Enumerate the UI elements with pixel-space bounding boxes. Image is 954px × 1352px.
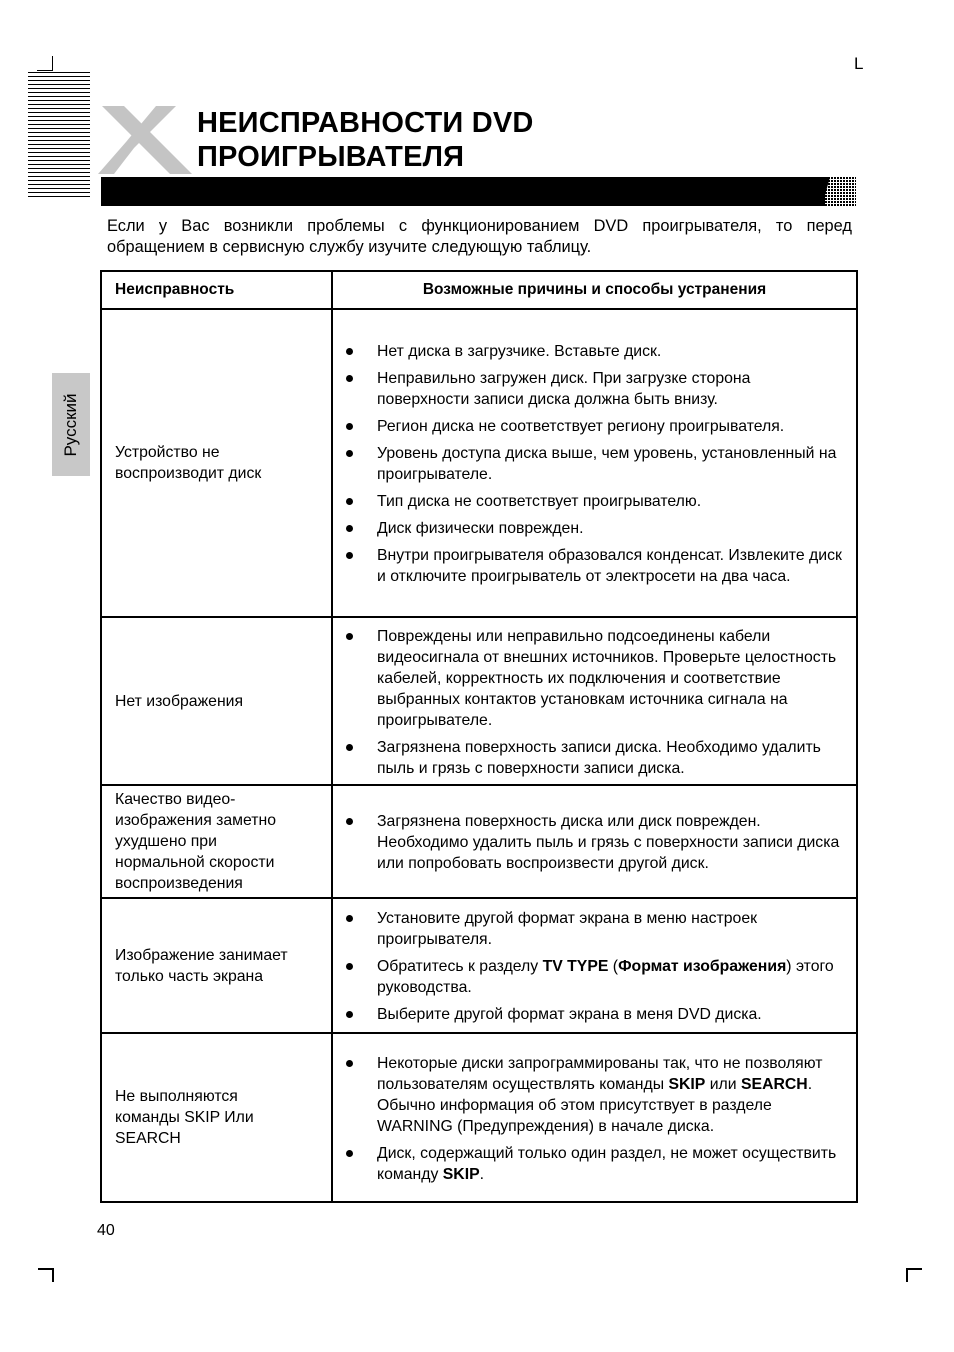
causes-cell (332, 309, 857, 617)
table-row (101, 1033, 857, 1202)
table-header-row (101, 271, 857, 309)
cause-item: Тип диска не соответствует проигрывателю. (333, 491, 844, 512)
cause-item: Уровень доступа диска выше, чем уровень, установленный на проигрывателе. (333, 443, 844, 485)
problem-cell: Устройство не воспроизводит диск (101, 309, 332, 617)
cause-item: Некоторые диски запрограммированы так, что не позволяют пользователям осуществлять команды SKIP или SEARCH. Обычно информация об этом присутствует в разделе WARNING (Предупреждения) в начале диска. (333, 1053, 844, 1137)
language-tab (52, 373, 90, 476)
brand-x-logo (96, 104, 196, 176)
skip-keyword: SKIP (668, 1075, 706, 1093)
cause-item: Нет диска в загрузчике. Вставьте диск. (333, 341, 844, 362)
page-number: 40 (97, 1222, 115, 1239)
column-header-causes: Возможные причины и способы устранения (332, 271, 857, 309)
crop-mark-bottom-right (906, 1268, 922, 1282)
cause-item: Обратитесь к разделу TV TYPE (Формат изображения) этого руководства. (333, 956, 844, 998)
title-bar-halftone (822, 177, 856, 206)
column-header-problem: Неисправность (101, 271, 332, 309)
table-row (101, 309, 857, 617)
format-keyword: Формат изображения (618, 958, 787, 975)
problem-cell: Изображение занимает только часть экрана (101, 898, 332, 1033)
search-keyword: SEARCH (741, 1075, 808, 1093)
page-title (197, 106, 534, 174)
title-line-2: ПРОИГРЫВАТЕЛЯ (197, 141, 465, 173)
title-line-1: НЕИСПРАВНОСТИ DVD (197, 107, 534, 139)
cause-item: Внутри проигрывателя образовался конденсат. Извлеките диск и отключите проигрыватель от электросети на два часа. (333, 545, 844, 587)
header-stripes (28, 72, 90, 200)
language-tab-label: Русский (61, 392, 80, 457)
causes-cell (332, 898, 857, 1033)
problem-cell: Качество видео-изображения заметно ухудшено при нормальной скорости воспроизведения (101, 785, 332, 898)
problem-cell: Не выполняются команды SKIP Или SEARCH (101, 1033, 332, 1202)
table-row (101, 898, 857, 1033)
cause-item: Загрязнена поверхность записи диска. Необходимо удалить пыль и грязь с поверхности записи диска. (333, 737, 844, 779)
cause-item: Диск, содержащий только один раздел, не может осуществить команду SKIP. (333, 1143, 844, 1185)
cause-item: Регион диска не соответствует региону проигрывателя. (333, 416, 844, 437)
intro-paragraph: Если у Вас возникли проблемы с функционированием DVD проигрывателя, то перед обращением в сервисную службу изучите следующую таблицу. (107, 217, 852, 256)
cause-item: Неправильно загружен диск. При загрузке сторона поверхности записи диска должна быть внизу. (333, 368, 844, 410)
skip-keyword: SKIP (442, 1165, 480, 1183)
corner-letter: L (854, 54, 864, 73)
causes-cell (332, 1033, 857, 1202)
problem-cell: Нет изображения (101, 617, 332, 785)
cause-item: Диск физически поврежден. (333, 518, 844, 539)
cause-item: Выберите другой формат экрана в меня DVD диска. (333, 1004, 844, 1025)
tv-type-keyword: TV TYPE (542, 958, 609, 975)
causes-cell (332, 785, 857, 898)
crop-mark-top-left (37, 56, 53, 71)
table-row (101, 617, 857, 785)
crop-mark-bottom-left (38, 1268, 54, 1282)
cause-item: Повреждены или неправильно подсоединены кабели видеосигнала от внешних источников. Проверьте целостность кабелей, корректность их подключения и соответствие выбранных контактов установкам источника сигнала на проигрывателе. (333, 626, 844, 731)
causes-cell (332, 617, 857, 785)
cause-item: Установите другой формат экрана в меню настроек проигрывателя. (333, 908, 844, 950)
troubleshooting-table (100, 270, 858, 1203)
table-row (101, 785, 857, 898)
title-bar (101, 177, 825, 206)
cause-item: Загрязнена поверхность диска или диск поврежден. Необходимо удалить пыль и грязь с поверхности записи диска или попробовать воспроизвести другой диск. (333, 811, 844, 874)
